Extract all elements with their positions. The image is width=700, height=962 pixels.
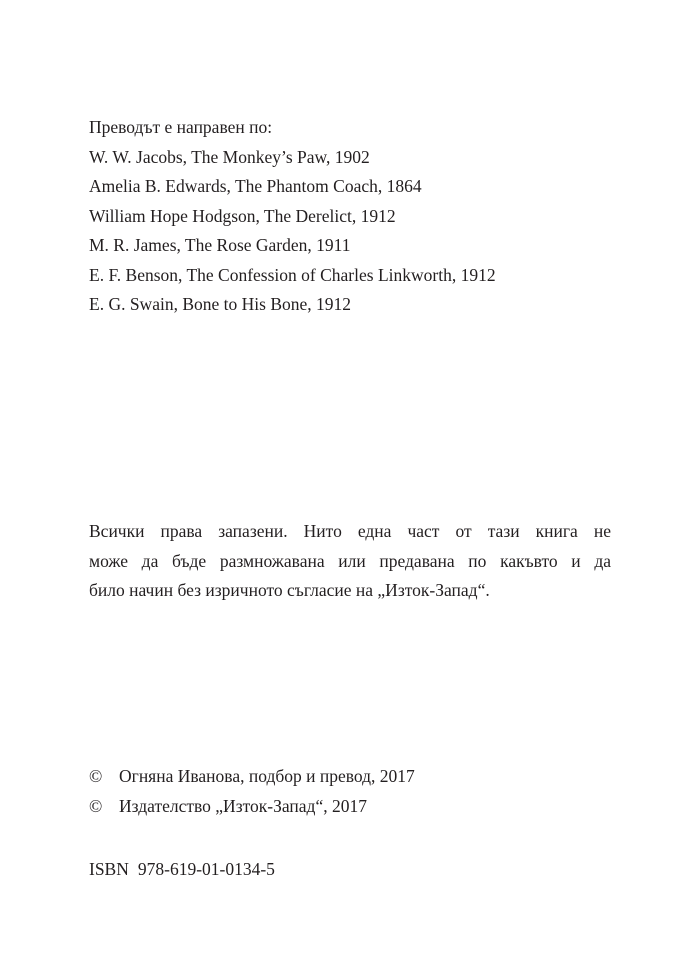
isbn-number: 978-619-01-0134-5 [137, 859, 275, 879]
isbn-label: ISBN [89, 859, 129, 879]
source-item: E. G. Swain, Bone to His Bone, 1912 [89, 294, 352, 314]
source-item: William Hope Hodgson, The Derelict, 1912 [89, 205, 396, 226]
copyright-line [89, 792, 415, 822]
isbn-line [89, 855, 275, 885]
source-item: E. F. Benson, The Confession of Charles Linkworth, 1912 [89, 264, 496, 285]
source-item: Amelia B. Edwards, The Phantom Coach, 1864 [89, 176, 422, 196]
rights-line: било начин без изричното съгласие на „Изток-Запад“. [89, 580, 490, 600]
rights-line: може да бъде размножавана или предавана по какъвто и да [89, 550, 611, 571]
source-item: M. R. James, The Rose Garden, 1911 [89, 235, 351, 255]
copyright-symbol: © [89, 766, 103, 786]
rights-notice [89, 517, 611, 606]
isbn [89, 855, 275, 885]
copyright-text: Издателство „Изток-Запад“, 2017 [119, 795, 367, 816]
copyright-notices [89, 762, 415, 821]
copyright-line [89, 762, 415, 792]
copyright-symbol: © [89, 795, 103, 816]
source-item: W. W. Jacobs, The Monkey’s Paw, 1902 [89, 146, 370, 167]
translation-sources [89, 113, 496, 320]
copyright-text: Огняна Иванова, подбор и превод, 2017 [119, 766, 415, 786]
rights-line: Всички права запазени. Нито една част от тази книга не [89, 521, 611, 541]
translation-heading: Преводът е направен по: [89, 117, 273, 137]
